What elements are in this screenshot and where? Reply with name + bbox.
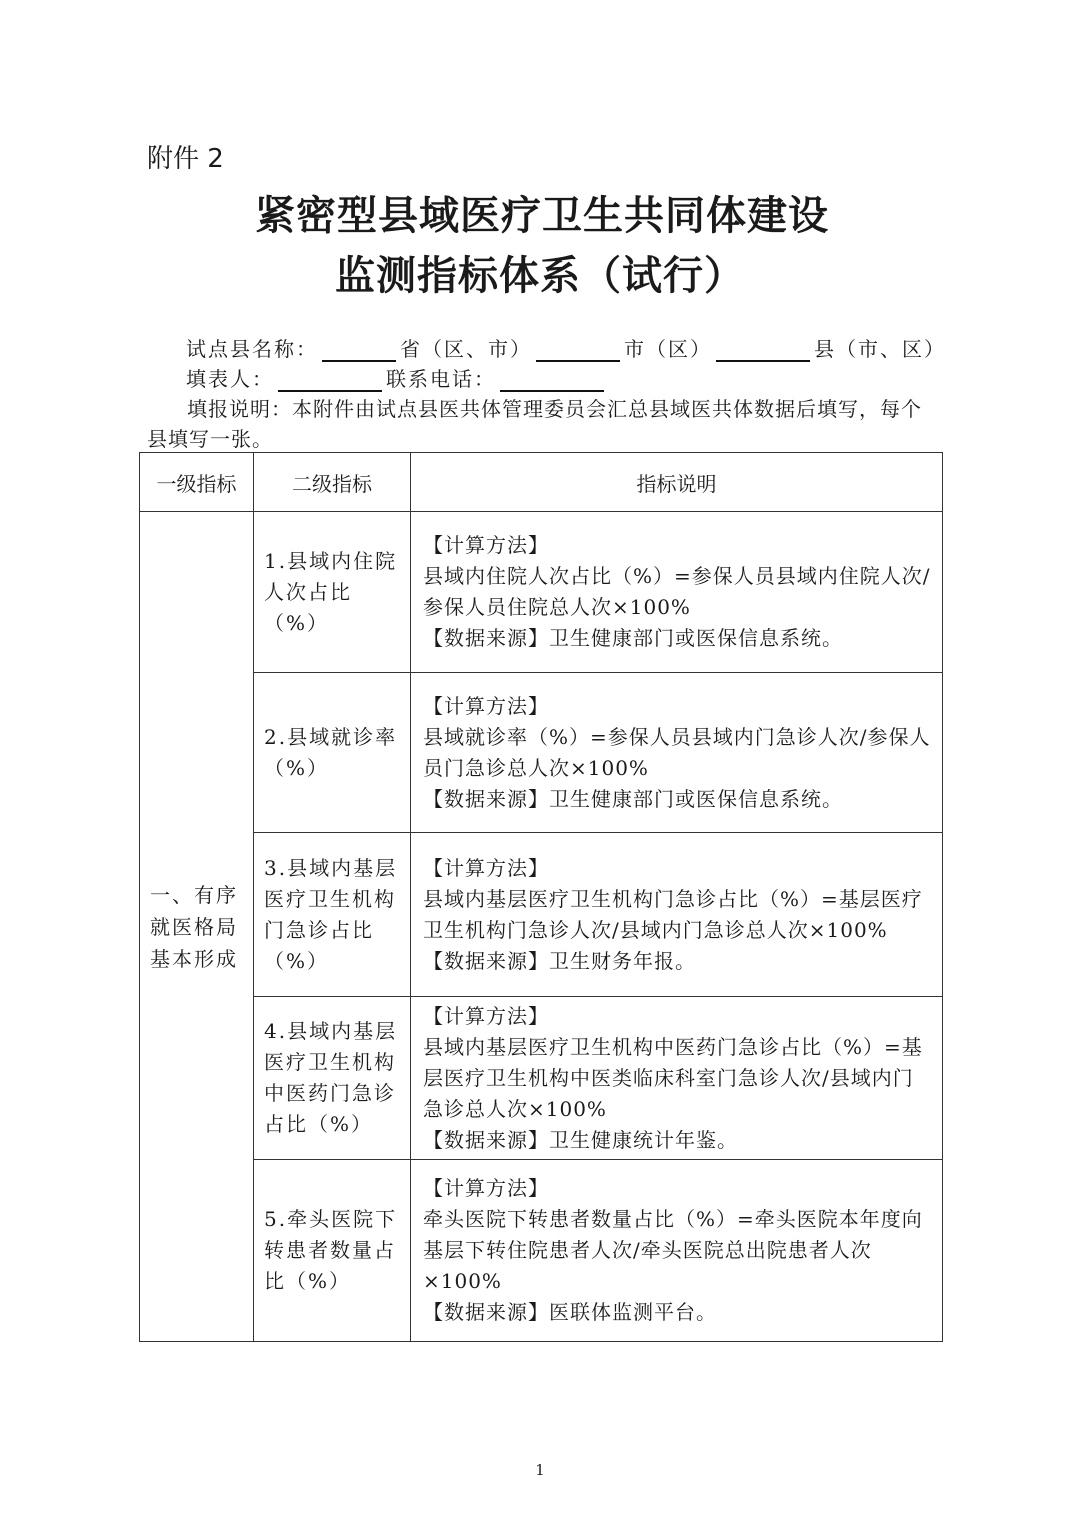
header-level2: 二级指标 — [254, 453, 411, 512]
table-row — [140, 997, 943, 1160]
phone-blank[interactable] — [500, 368, 604, 392]
method-label: 【计算方法】 — [423, 1176, 549, 1200]
formula: 县域内基层医疗卫生机构中医药门急诊占比（%）=基层医疗卫生机构中医类临床科室门急诊人次/县域内门急诊总人次×100% — [423, 1034, 923, 1121]
level2-indicator: 4.县域内基层医疗卫生机构中医药门急诊占比（%） — [254, 997, 411, 1160]
level2-indicator: 5.牵头医院下转患者数量占比（%） — [254, 1160, 411, 1342]
level1-category: 一、有序就医格局基本形成 — [140, 512, 254, 1342]
method-label: 【计算方法】 — [423, 693, 549, 718]
filler-line — [186, 363, 608, 392]
page-number: 1 — [535, 1461, 545, 1479]
table-row — [140, 833, 943, 997]
formula: 县域就诊率（%）=参保人员县域内门急诊人次/参保人员门急诊总人次×100% — [423, 724, 931, 780]
city-suffix: 市（区） — [624, 337, 712, 361]
phone-label: 联系电话： — [386, 367, 496, 391]
formula: 牵头医院下转患者数量占比（%）=牵头医院本年度向基层下转住院患者人次/牵头医院总出院患者人次×100% — [423, 1207, 923, 1293]
table-header-row — [140, 453, 943, 512]
indicator-description — [411, 512, 943, 673]
document-title-line-1: 紧密型县域医疗卫生共同体建设 — [255, 193, 829, 239]
county-name-label: 试点县名称： — [186, 337, 318, 361]
indicator-description — [411, 833, 943, 997]
data-source: 【数据来源】卫生健康部门或医保信息系统。 — [423, 626, 843, 650]
filler-blank[interactable] — [278, 368, 382, 392]
county-blank[interactable] — [716, 338, 810, 362]
formula: 县域内住院人次占比（%）=参保人员县域内住院人次/参保人员住院总人次×100% — [423, 564, 931, 619]
data-source: 【数据来源】卫生健康统计年鉴。 — [423, 1127, 738, 1152]
county-suffix: 县（市、区） — [814, 337, 946, 361]
table-row — [140, 1160, 943, 1342]
attachment-label: 附件 2 — [147, 144, 224, 174]
document-title-line-2: 监测指标体系（试行） — [335, 253, 745, 299]
method-label: 【计算方法】 — [423, 533, 549, 557]
table-row — [140, 673, 943, 833]
data-source: 【数据来源】医联体监测平台。 — [423, 1300, 717, 1324]
level2-indicator: 3.县域内基层医疗卫生机构门急诊占比（%） — [254, 833, 411, 997]
filling-instructions: 填报说明：本附件由试点县医共体管理委员会汇总县域医共体数据后填写，每个县填写一张。 — [147, 397, 922, 451]
method-label: 【计算方法】 — [423, 1003, 549, 1028]
data-source: 【数据来源】卫生健康部门或医保信息系统。 — [423, 786, 843, 811]
header-description: 指标说明 — [411, 453, 943, 512]
city-blank[interactable] — [536, 338, 620, 362]
formula: 县域内基层医疗卫生机构门急诊占比（%）=基层医疗卫生机构门急诊人次/县域内门急诊总人次×100% — [423, 886, 923, 942]
indicator-description — [411, 673, 943, 833]
table-row — [140, 512, 943, 673]
level2-indicator: 2.县域就诊率（%） — [254, 673, 411, 833]
data-source: 【数据来源】卫生财务年报。 — [423, 948, 696, 973]
indicator-table — [139, 452, 943, 1342]
header-level1: 一级指标 — [140, 453, 254, 512]
filler-label: 填表人： — [186, 367, 274, 391]
indicator-description — [411, 997, 943, 1160]
province-suffix: 省（区、市） — [400, 337, 532, 361]
indicator-description — [411, 1160, 943, 1342]
county-name-line — [186, 333, 946, 362]
method-label: 【计算方法】 — [423, 855, 549, 880]
level2-indicator: 1.县域内住院人次占比（%） — [254, 512, 411, 673]
province-blank[interactable] — [322, 338, 396, 362]
